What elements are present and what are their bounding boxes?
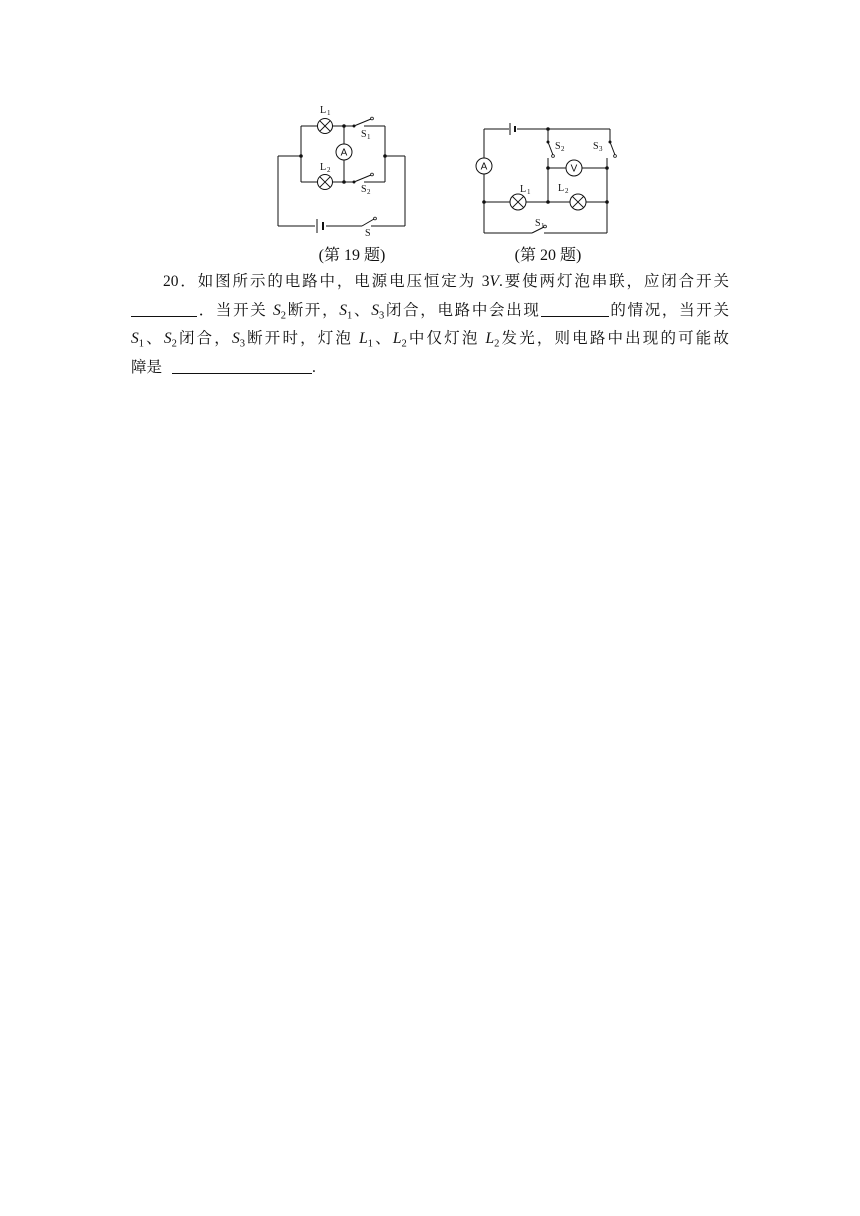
label-S3: S	[593, 141, 599, 152]
question-line-3: $S_1$、$S_2$闭合，$S_3$断开时，灯泡 $L_1$、$L_2$中仅灯泡 $L_2$发光，则电路中出现的可能故	[131, 330, 729, 350]
label-S1: S	[535, 218, 541, 229]
label-S: S	[365, 228, 371, 239]
lamp-L1	[318, 119, 333, 134]
question-line-4: 障是 .	[131, 358, 316, 376]
lamp-L2	[570, 194, 586, 210]
svg-text:2: 2	[565, 187, 569, 195]
label-S2: S	[555, 141, 561, 152]
figure-20-caption: (第 20 题)	[514, 247, 582, 264]
question-20	[131, 268, 729, 382]
svg-text:3: 3	[599, 145, 603, 153]
label-L2: L	[320, 162, 327, 173]
ammeter-label: A	[480, 161, 488, 173]
lamp-L1	[510, 194, 526, 210]
figure-20-diagram	[472, 118, 622, 240]
svg-text:1: 1	[367, 133, 371, 141]
svg-text:1: 1	[541, 222, 545, 230]
label-L1: L	[520, 184, 527, 195]
svg-text:2: 2	[327, 166, 331, 174]
svg-text:1: 1	[527, 188, 531, 196]
svg-text:2: 2	[367, 188, 371, 196]
figure-19-caption: (第 19 题)	[318, 247, 386, 264]
answer-blank-3[interactable]	[172, 357, 312, 374]
svg-text:1: 1	[327, 109, 331, 117]
figure-19-diagram	[268, 100, 418, 239]
question-line-2: ．当开关 $S_2$断开，$S_1$、$S_3$闭合，电路中会出现 的情况，当开关	[131, 297, 729, 326]
label-L2: L	[558, 183, 565, 194]
figure-20-circuit	[472, 118, 622, 240]
answer-blank-2[interactable]	[541, 300, 609, 317]
question-line-1: 20．如图所示的电路中，电源电压恒定为 3V.要使两灯泡串联，应闭合开关	[163, 273, 729, 290]
svg-text:2: 2	[561, 145, 565, 153]
label-L1: L	[320, 105, 327, 116]
label-S1: S	[361, 129, 367, 140]
voltmeter-label: V	[570, 163, 578, 175]
question-number: 20．	[163, 273, 198, 290]
lamp-L2	[318, 175, 333, 190]
figure-19-circuit	[268, 100, 418, 239]
ammeter-label: A	[340, 147, 348, 159]
label-S2: S	[361, 184, 367, 195]
answer-blank-1[interactable]	[131, 300, 197, 317]
